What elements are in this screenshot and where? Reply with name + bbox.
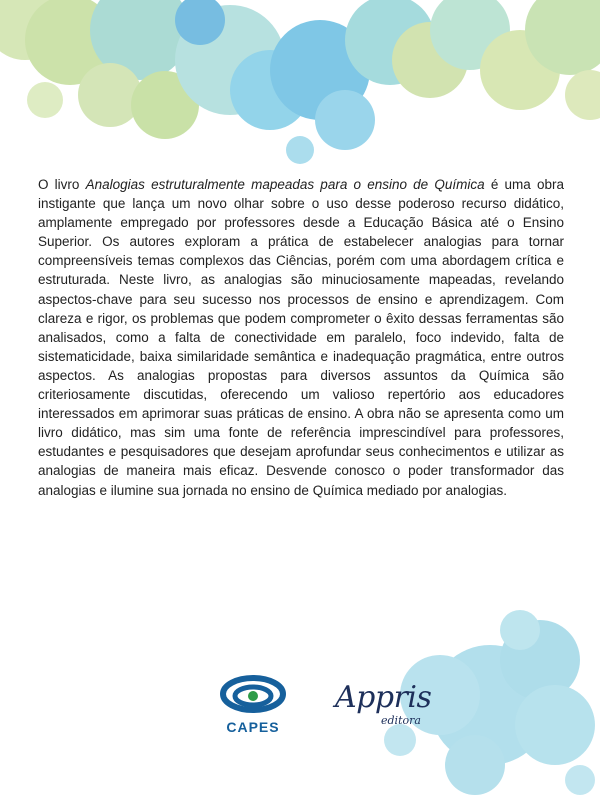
book-title: Analogias estruturalmente mapeadas para o ensino de Química [85, 177, 485, 192]
appris-editora-logo [335, 680, 445, 740]
capes-logo [218, 672, 288, 738]
appris-subtitle: editora [381, 714, 421, 727]
capes-emblem-icon [218, 672, 288, 718]
watercolor-splash-top [0, 0, 600, 185]
blurb-body: é uma obra instigante que lança um novo olhar sobre o uso desse poderoso recurso didático, amplamente empregado por professores desde a Educação Básica até o Ensino Superior. Os autores exploram a prática de estabelecer analogias para tornar compreensíveis temas complexos das Ciências, porém com uma abordagem crítica e estruturada. Neste livro, as analogias são minuciosamente mapeadas, revelando aspectos-chave para seu sucesso nos processos de ensino e aprendizagem. Com clareza e rigor, os problemas que podem comprometer o êxito dessas ferramentas são analisados, como a falta de conectividade em paralelo, foco indevido, falta de sistematicidade, baixa similaridade semântica e inadequação pragmática, entre outros aspectos. As analogias propostas para diversos assuntos da Química são criteriosamente discutidas, oferecendo um valioso repertório aos educadores interessados em aprimorar suas práticas de ensino. A obra não se apresenta como um livro didático, mas sim uma fonte de referência imprescindível para professores, estudantes e pesquisadores que desejam aprofundar seus conhecimentos e utilizar as analogias de maneira mais eficaz. Desvende conosco o poder transformador das analogias e ilumine sua jornada no ensino de Química mediado por analogias. [38, 177, 564, 498]
blurb-intro: O livro [38, 177, 86, 192]
appris-wordmark: Appris [335, 680, 432, 715]
capes-wordmark: CAPES [226, 719, 280, 735]
back-cover-blurb [38, 175, 564, 500]
